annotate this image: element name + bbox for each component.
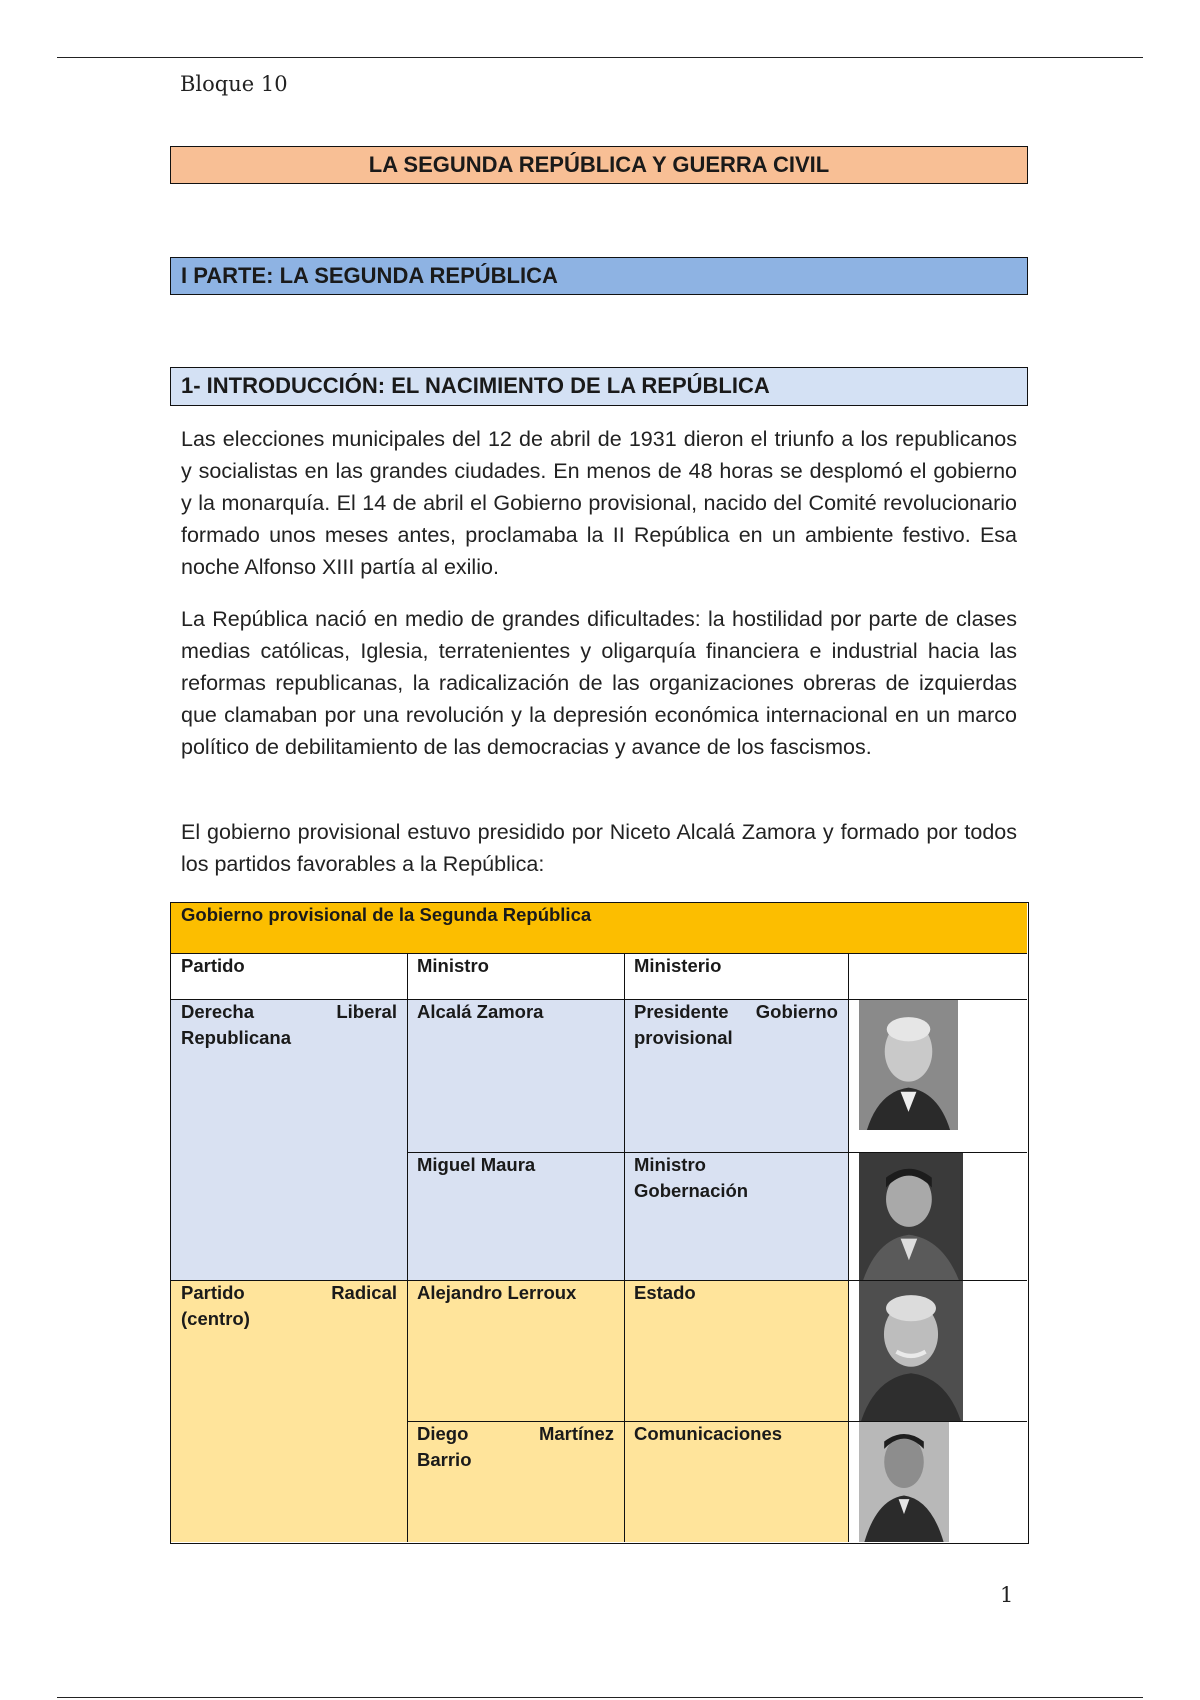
party-word: Republicana xyxy=(181,1027,291,1048)
government-table xyxy=(170,902,1029,1544)
table-title: Gobierno provisional de la Segunda República xyxy=(181,904,592,925)
paragraph-2: La República nació en medio de grandes dificultades: la hostilidad por parte de clases medias católicas, Iglesia, terratenientes y oligarquía financiera e industrial hacia las reformas republicanas, la radicalización de las organizaciones obreras de izquierdas que clamaban por una revolución y la depresión económica internacional en un marco político de debilitamiento de las democracias y avance de los fascismos. xyxy=(181,607,1017,759)
party-word: (centro) xyxy=(181,1308,250,1329)
portrait-alcala-zamora xyxy=(859,999,958,1130)
ministry-word: Gobernación xyxy=(634,1180,749,1201)
minister-miguel-maura: Miguel Maura xyxy=(417,1154,536,1175)
header-party: Partido xyxy=(181,955,245,976)
section-heading: 1- INTRODUCCIÓN: EL NACIMIENTO DE LA REPÚBLICA xyxy=(170,367,1028,406)
minister-word: Diego xyxy=(417,1423,469,1444)
party-word: Derecha xyxy=(181,1001,255,1022)
minister-lerroux: Alejandro Lerroux xyxy=(417,1282,577,1303)
minister-word: Martínez xyxy=(538,1423,614,1444)
paragraph-1: Las elecciones municipales del 12 de abril de 1931 dieron el triunfo a los republicanos y socialistas en las grandes ciudades. En menos de 48 horas se desplomó el gobierno y la monarquía. El 14 de abril el Gobierno provisional, nacido del Comité revolucionario formado unos meses antes, proclamaba la II República en un ambiente festivo. Esa noche Alfonso XIII partía al exilio. xyxy=(181,427,1017,579)
document-title: LA SEGUNDA REPÚBLICA Y GUERRA CIVIL xyxy=(170,146,1028,184)
header-minister: Ministro xyxy=(417,955,489,976)
party-word: Partido xyxy=(181,1282,245,1303)
ministry-comunicaciones: Comunicaciones xyxy=(634,1423,783,1444)
grid-line xyxy=(624,953,625,1542)
party-word: Radical xyxy=(331,1282,397,1303)
grid-line xyxy=(171,1280,1027,1281)
part-heading: I PARTE: LA SEGUNDA REPÚBLICA xyxy=(170,257,1028,295)
grid-line xyxy=(407,1152,1027,1153)
bottom-rule xyxy=(57,1697,1143,1698)
minister-martinez-barrio xyxy=(407,1421,624,1473)
ministry-gobernacion xyxy=(624,1152,848,1204)
ministry-estado: Estado xyxy=(634,1282,696,1303)
ministry-word: provisional xyxy=(634,1027,733,1048)
grid-line xyxy=(171,999,1027,1000)
ministry-word: Ministro xyxy=(634,1154,706,1175)
portrait-alejandro-lerroux xyxy=(859,1280,963,1421)
party-word: Liberal xyxy=(336,1001,397,1022)
ministry-word: Presidente xyxy=(634,1001,729,1022)
grid-line xyxy=(407,953,408,1542)
paragraph-3: El gobierno provisional estuvo presidido por Niceto Alcalá Zamora y formado por todos los partidos favorables a la República: xyxy=(181,820,1017,876)
ministry-word: Gobierno xyxy=(755,1001,838,1022)
minister-alcala-zamora: Alcalá Zamora xyxy=(417,1001,544,1022)
party-radical xyxy=(171,1280,407,1332)
portrait-martinez-barrio xyxy=(859,1421,949,1542)
ministry-presidente xyxy=(624,999,848,1051)
top-rule xyxy=(57,57,1143,58)
header-ministry: Ministerio xyxy=(634,955,722,976)
party-derecha-liberal xyxy=(171,999,407,1051)
grid-line xyxy=(407,1421,1027,1422)
grid-line xyxy=(848,953,849,1542)
portrait-miguel-maura xyxy=(859,1152,963,1280)
minister-word: Barrio xyxy=(417,1449,472,1470)
header-label: Bloque 10 xyxy=(180,72,288,96)
page-number: 1 xyxy=(1000,1583,1014,1607)
grid-line xyxy=(171,953,1027,954)
